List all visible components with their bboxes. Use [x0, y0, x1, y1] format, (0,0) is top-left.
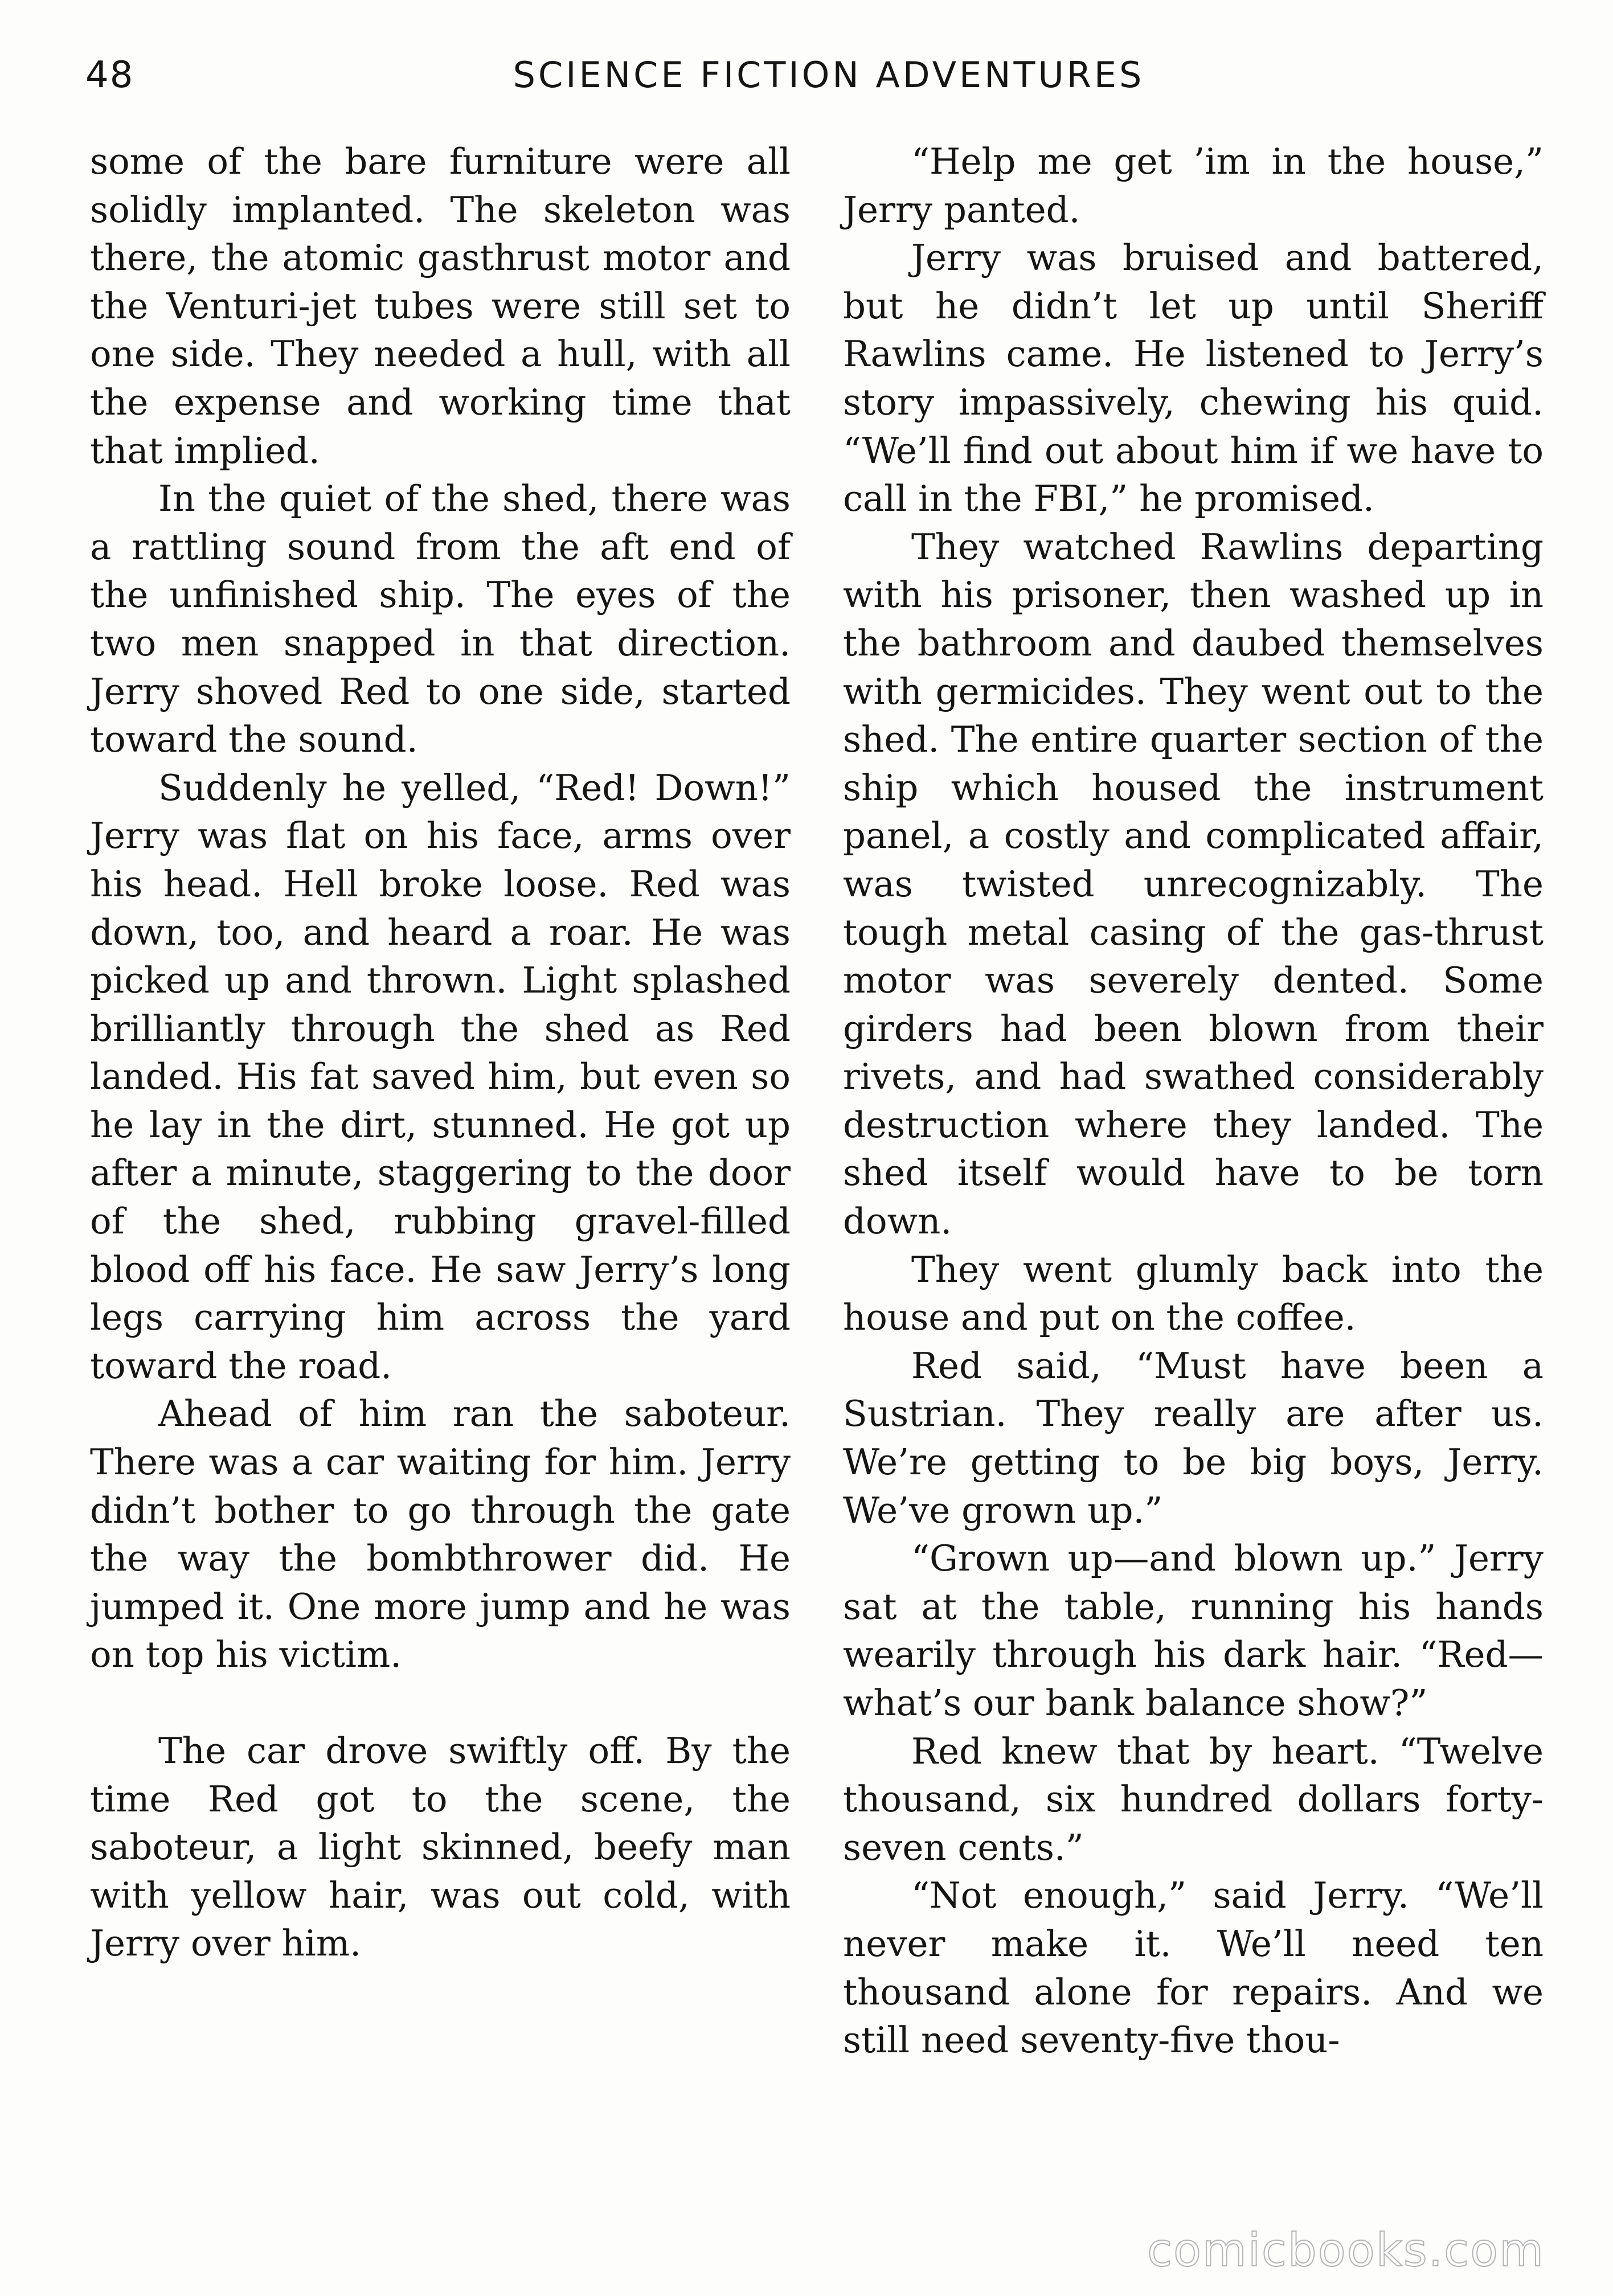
page-header	[85, 54, 1544, 122]
paragraph: They watched Rawlins departing with his prisoner, then washed up in the bathroom and daubed themselves with germicides. They went out to the shed. The entire quarter section of the ship which housed the instrument panel, a costly and complicated affair, was twisted unrecognizably. The tough metal casing of the gas-thrust motor was severely dented. Some girders had been blown from their rivets, and had swathed considerably destruction where they landed. The shed itself would have to be torn down.	[843, 526, 1544, 1243]
paragraph: Jerry was bruised and battered, but he didn’t let up until Sheriff Rawlins came. He listened to Jerry’s story impassively, chewing his quid. “We’ll find out about him if we have to call in the FBI,” he promised.	[843, 237, 1544, 520]
left-column	[90, 138, 791, 1968]
paragraph: Suddenly he yelled, “Red! Down!” Jerry was flat on his face, arms over his head. Hell broke loose. Red was down, too, and heard a roar. He was picked up and thrown. Light splashed brilliantly through the shed as Red landed. His fat saved him, but even so he lay in the dirt, stunned. He got up after a minute, staggering to the door of the shed, rubbing gravel-filled blood off his face. He saw Jerry’s long legs carrying him across the yard toward the road.	[90, 766, 791, 1387]
page-number: 48	[85, 54, 134, 96]
paragraph: some of the bare furniture were all solidly implanted. The skeleton was there, the atomic gasthrust motor and the Venturi-jet tubes were still set to one side. They needed a hull, with all the expense and working time that that implied.	[90, 141, 791, 472]
running-title: SCIENCE FICTION ADVENTURES	[513, 54, 1145, 96]
paragraph: “Grown up—and blown up.” Jerry sat at the table, running his hands wearily through his dark hair. “Red—what’s our bank balance show?”	[843, 1538, 1544, 1724]
paragraph: Red said, “Must have been a Sustrian. They really are after us. We’re getting to be big boys, Jerry. We’ve grown up.”	[843, 1344, 1544, 1531]
right-column	[843, 138, 1544, 2065]
paragraph: “Not enough,” said Jerry. “We’ll never make it. We’ll need ten thousand alone for repairs. And we still need seventy-five thou-	[843, 1875, 1544, 2061]
paragraph: “Help me get ’im in the house,” Jerry panted.	[843, 141, 1544, 231]
paragraph: The car drove swiftly off. By the time Red got to the scene, the saboteur, a light skinned, beefy man with yellow hair, was out cold, with Jerry over him.	[90, 1730, 791, 1965]
paragraph: Red knew that by heart. “Twelve thousand, six hundred dollars forty-seven cents.”	[843, 1730, 1544, 1868]
paragraph: They went glumly back into the house and put on the coffee.	[843, 1248, 1544, 1339]
paragraph: Ahead of him ran the saboteur. There was a car waiting for him. Jerry didn’t bother to go through the gate the way the bombthrower did. He jumped it. One more jump and he was on top his victim.	[90, 1393, 791, 1676]
paragraph: In the quiet of the shed, there was a rattling sound from the aft end of the unfinished ship. The eyes of the two men snapped in that direction. Jerry shoved Red to one side, started toward the sound.	[90, 478, 791, 761]
watermark: comicbooks.com	[1147, 2224, 1545, 2277]
